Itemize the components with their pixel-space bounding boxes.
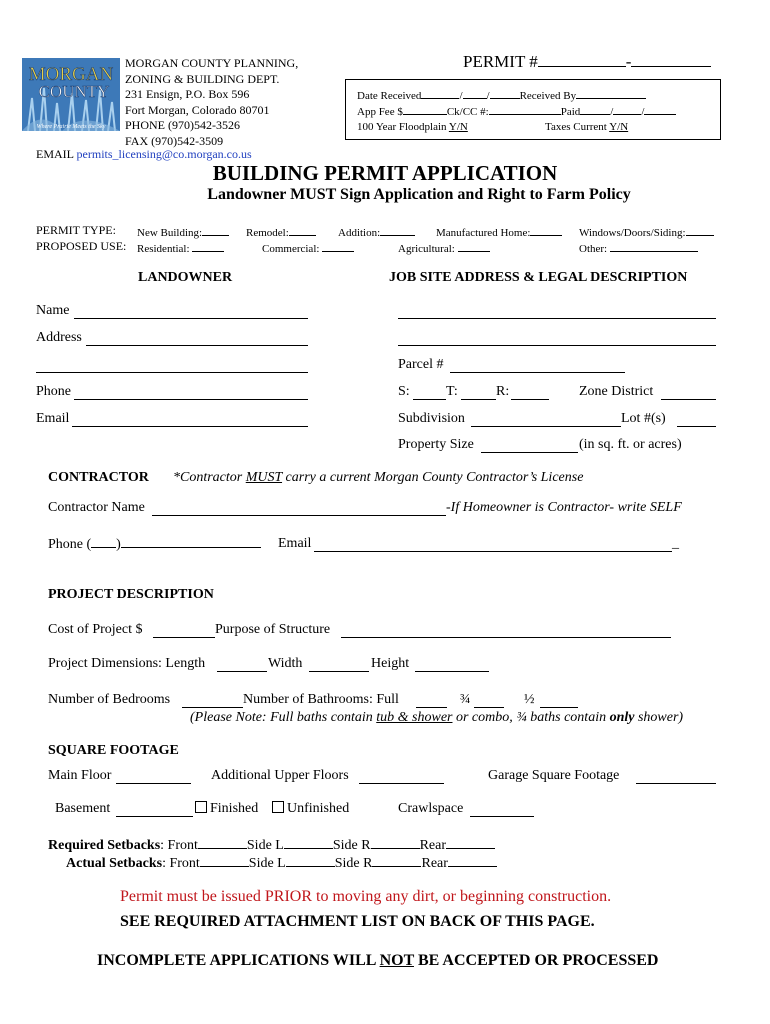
note-text: (Please Note: Full baths contain [190,710,377,725]
logo-line2: COUNTY [38,82,110,101]
actual-rear-field[interactable] [448,855,497,867]
square-footage-heading: SQUARE FOOTAGE [48,743,179,758]
landowner-address-field[interactable] [86,345,308,346]
permit-type-remodel [246,224,316,239]
floodplain-label: 100 Year Floodplain [357,121,447,133]
lot-label: Lot #(s) [621,411,666,426]
note-text: or combo, ¾ baths contain [452,710,610,725]
full-bath-field[interactable] [416,707,447,708]
landowner-email-label: Email [36,411,70,426]
option-label: Windows/Doors/Siding: [579,227,686,239]
slash: / [641,106,645,118]
height-label: Height [371,656,410,671]
range-label: R: [496,384,510,399]
permit-type-label: PERMIT TYPE: [36,223,116,237]
required-setbacks-row [48,837,495,854]
office-line: FAX (970)542-3509 [125,133,224,148]
actual-front-field[interactable] [200,855,249,867]
office-row-2 [357,103,676,118]
contractor-phone-field[interactable] [121,536,261,548]
other-field[interactable] [610,240,698,252]
actual-setbacks-label: Actual Setbacks [66,856,163,871]
residential-field[interactable] [192,240,224,252]
township-label: T: [446,384,458,399]
bedrooms-label: Number of Bedrooms [48,692,171,707]
option-label: Commercial: [262,243,320,255]
slash: / [459,90,463,102]
jobsite-address-line1[interactable] [398,318,716,319]
new-building-field[interactable] [202,224,229,236]
main-floor-label: Main Floor [48,768,112,783]
landowner-address-line2[interactable] [36,372,308,373]
front-label: : Front [162,856,200,871]
permit-number-row [463,52,711,72]
office-address [125,56,298,149]
commercial-field[interactable] [322,240,354,252]
office-row-1 [357,87,646,102]
three-quarter-bath-field[interactable] [474,707,504,708]
date-received-year[interactable] [490,87,520,99]
contractor-name-field[interactable] [152,515,446,516]
permit-number-field-a[interactable] [538,55,626,67]
attachment-notice: SEE REQUIRED ATTACHMENT LIST ON BACK OF THIS PAGE. [120,913,595,930]
rear-label: Rear [421,856,448,871]
paid-day[interactable] [613,103,641,115]
paid-label: Paid [560,106,581,118]
note-text: carry a current Morgan County Contractor’s License [282,470,584,485]
dimensions-label: Project Dimensions: Length [48,656,206,671]
use-residential [137,240,224,255]
property-size-field[interactable] [481,452,578,453]
contractor-email-field[interactable] [314,551,672,552]
note-text: *Contractor [173,470,246,485]
section-label: S: [398,384,410,399]
purpose-field[interactable] [341,637,671,638]
zone-district-label: Zone District [579,384,654,399]
received-by-field[interactable] [576,87,646,99]
landowner-phone-label: Phone [36,384,71,399]
email-label: EMAIL [36,147,74,161]
option-label: Agricultural: [398,243,455,255]
front-label: : Front [160,838,198,853]
self-note: -If Homeowner is Contractor- write SELF [446,500,682,515]
side-r-label: Side R [334,856,373,871]
finished-label: Finished [210,801,259,816]
incomplete-notice [97,952,658,970]
side-r-label: Side R [332,838,371,853]
basement-label: Basement [55,801,111,816]
contractor-email-label: Email [278,536,312,551]
required-rear-field[interactable] [446,837,495,849]
property-size-label: Property Size [398,437,474,452]
bath-note [190,710,683,726]
actual-side-l-field[interactable] [286,855,335,867]
app-fee-field[interactable] [403,103,447,115]
date-received-month[interactable] [421,87,459,99]
email-row [36,147,252,162]
subdivision-field[interactable] [471,426,621,427]
basement-field[interactable] [116,816,193,817]
option-label: Residential: [137,243,190,255]
unfinished-option [272,801,349,817]
parcel-field[interactable] [450,372,625,373]
side-l-label: Side L [246,838,284,853]
note-only: only [609,710,635,725]
windows-doors-siding-field[interactable] [686,224,714,236]
finished-checkbox[interactable] [195,801,207,813]
landowner-email-field[interactable] [72,426,308,427]
parcel-label: Parcel # [398,357,444,372]
page-title: BUILDING PERMIT APPLICATION [212,161,558,185]
range-field[interactable] [511,399,549,400]
width-field[interactable] [309,671,369,672]
logo-line1: MORGAN [28,64,114,85]
jobsite-heading: JOB SITE ADDRESS & LEGAL DESCRIPTION [389,270,688,285]
actual-side-r-field[interactable] [372,855,421,867]
taxes-row [545,121,628,133]
office-line: MORGAN COUNTY PLANNING, [125,56,299,70]
cost-field[interactable] [153,637,215,638]
slash: / [486,90,490,102]
garage-field[interactable] [636,783,716,784]
lot-field[interactable] [677,426,716,427]
landowner-name-field[interactable] [74,318,308,319]
incomplete-text: BE ACCEPTED OR PROCESSED [413,952,659,969]
landowner-heading: LANDOWNER [138,270,233,285]
date-received-day[interactable] [463,87,487,99]
subdivision-label: Subdivision [398,411,465,426]
use-other [579,240,698,255]
contractor-email-end: _ [672,536,679,551]
length-field[interactable] [217,671,267,672]
received-by-label: Received By [519,90,577,102]
required-front-field[interactable] [198,837,247,849]
rear-label: Rear [419,838,447,853]
finished-option [195,801,258,817]
unfinished-label: Unfinished [287,801,350,816]
office-line: PHONE (970)542-3526 [125,118,240,132]
paid-year[interactable] [644,103,676,115]
note-must: MUST [245,470,283,485]
option-label: Remodel: [246,227,289,239]
use-commercial [262,240,354,255]
zone-district-field[interactable] [661,399,716,400]
permit-type-new [137,224,229,239]
incomplete-text: INCOMPLETE APPLICATIONS WILL [97,952,380,969]
office-line: ZONING & BUILDING DEPT. [125,71,280,86]
taxes-yn[interactable]: Y/N [609,121,629,133]
bedrooms-field[interactable] [182,707,243,708]
slash: / [610,106,614,118]
upper-floors-label: Additional Upper Floors [211,768,349,783]
ck-cc-label: Ck/CC #: [446,106,489,118]
paid-month[interactable] [580,103,610,115]
department-email-link[interactable]: permits_licensing@co.morgan.co.us [76,147,252,161]
bathrooms-label: Number of Bathrooms: Full [243,692,399,707]
required-side-l-field[interactable] [284,837,333,849]
addition-field[interactable] [380,224,415,236]
contractor-license-note [173,470,583,486]
contractor-area-code-field[interactable] [91,536,116,548]
option-label: Manufactured Home: [436,227,531,239]
unfinished-checkbox[interactable] [272,801,284,813]
permit-type-manufactured [436,224,562,239]
use-agricultural [398,240,490,255]
contractor-name-label: Contractor Name [48,500,145,515]
permit-type-windows [579,224,714,239]
taxes-label: Taxes Current [545,121,607,133]
incomplete-not: NOT [379,952,414,969]
office-line: 231 Ensign, P.O. Box 596 [125,87,250,101]
landowner-address-label: Address [36,330,82,345]
agricultural-field[interactable] [458,240,490,252]
township-field[interactable] [461,399,496,400]
crawlspace-label: Crawlspace [398,801,464,816]
page-subtitle: Landowner MUST Sign Application and Right to Farm Policy [207,186,631,203]
floodplain-yn[interactable]: Y/N [448,121,468,133]
permit-number-field-b[interactable] [631,55,711,67]
width-label: Width [268,656,303,671]
section-field[interactable] [413,399,446,400]
purpose-label: Purpose of Structure [215,622,331,637]
ck-cc-field[interactable] [489,103,561,115]
note-text: shower) [634,710,684,725]
half-bath-field[interactable] [540,707,578,708]
height-field[interactable] [415,671,489,672]
garage-label: Garage Square Footage [488,768,620,783]
logo-tagline: Where Prairie Meets the Sky [36,124,106,130]
upper-floors-field[interactable] [359,783,444,784]
crawlspace-field[interactable] [470,816,534,817]
contractor-phone-label [48,536,261,553]
landowner-name-label: Name [36,303,70,318]
permit-number-dash: - [625,52,632,71]
proposed-use-label: PROPOSED USE: [36,239,127,253]
side-l-label: Side L [248,856,286,871]
option-label: Addition: [338,227,381,239]
jobsite-address-line2[interactable] [398,345,716,346]
option-label: New Building: [137,227,203,239]
contractor-heading: CONTRACTOR [48,470,149,485]
permit-warning: Permit must be issued PRIOR to moving any dirt, or beginning construction. [120,888,612,905]
project-description-heading: PROJECT DESCRIPTION [48,587,214,602]
required-side-r-field[interactable] [371,837,420,849]
required-setbacks-label: Required Setbacks [48,838,161,853]
main-floor-field[interactable] [116,783,191,784]
property-size-unit: (in sq. ft. or acres) [579,437,682,452]
actual-setbacks-row [66,855,497,872]
note-tub: tub & shower [376,710,453,725]
morgan-county-logo [22,58,120,131]
app-fee-label: App Fee $ [357,106,403,118]
cost-label: Cost of Project $ [48,622,143,637]
phone-close: ) [116,537,121,552]
three-quarter-label: ¾ [460,692,471,707]
manufactured-home-field[interactable] [530,224,562,236]
permit-type-addition [338,224,415,239]
remodel-field[interactable] [289,224,316,236]
landowner-phone-field[interactable] [74,399,308,400]
office-line: Fort Morgan, Colorado 80701 [125,102,270,117]
option-label: Other: [579,243,608,255]
date-received-label: Date Received [357,90,422,102]
floodplain-row [357,121,468,133]
phone-open: Phone ( [48,537,92,552]
half-label: ½ [524,692,535,707]
permit-number-label: PERMIT # [463,52,538,71]
